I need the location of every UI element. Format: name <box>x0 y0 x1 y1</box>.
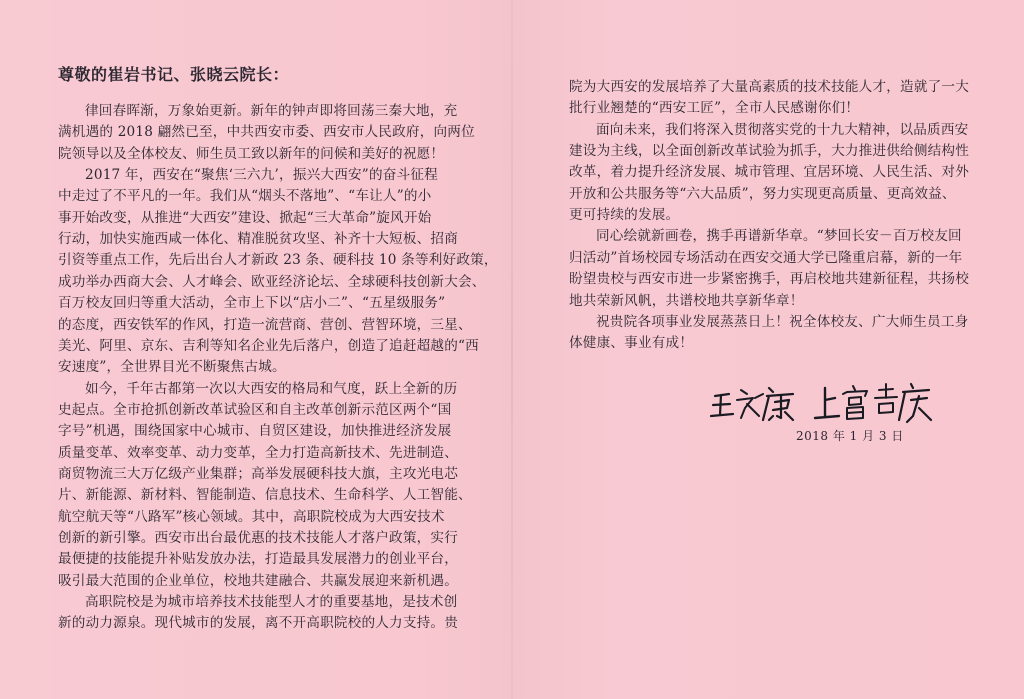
body-line: 的态度，西安铁军的作风，打造一流营商、营创、营智环境，三星、 <box>58 316 472 333</box>
body-line: 行动，加快实施西咸一体化、精准脱贫攻坚、补齐十大短板、招商 <box>58 231 459 248</box>
body-line: 律回春晖渐，万象始更新。新年的钟声即将回荡三秦大地，充 <box>85 103 458 119</box>
body-line: 体健康、事业有成！ <box>569 335 694 352</box>
body-line: 百万校友回归等重大活动，全市上下以“店小二”、“五星级服务” <box>58 295 446 312</box>
body-line: 字号”机遇，围绕国家中心城市、自贸区建设，加快推进经济发展 <box>58 423 452 440</box>
body-line: 批行业翘楚的“西安工匠”，全市人民感谢你们！ <box>569 100 860 117</box>
body-line: 归活动”首场校园专场活动在西安交通大学已隆重启幕，新的一年 <box>569 249 963 266</box>
body-line: 如今，千年古都第一次以大西安的格局和气度，跃上全新的历 <box>85 380 458 397</box>
left-column <box>58 0 498 699</box>
right-column <box>569 0 970 699</box>
page-fold <box>511 0 513 699</box>
body-line: 史起点。全市抢抓创新改革试验区和自主改革创新示范区两个“国 <box>58 401 452 418</box>
body-line: 更可持续的发展。 <box>569 207 680 224</box>
handwritten-signature <box>697 378 937 428</box>
body-line: 满机遇的 2018 翩然已至，中共西安市委、西安市人民政府，向两位 <box>58 124 475 141</box>
body-line: 改革，着力提升经济发展、城市管理、宜居环境、人民生活、对外 <box>569 164 970 181</box>
body-line: 同心绘就新画卷，携手再谱新华章。“梦回长安－百万校友回 <box>596 228 962 245</box>
body-line: 面向未来，我们将深入贯彻落实党的十九大精神，以品质西安 <box>596 121 969 138</box>
body-line: 建设为主线，以全面创新改革试验为抓手，大力推进供给侧结构性 <box>569 143 970 160</box>
body-line: 盼望贵校与西安市进一步紧密携手，再启校地共建新征程，共扬校 <box>569 271 970 288</box>
body-line: 片、新能源、新材料、智能制造、信息技术、生命科学、人工智能、 <box>58 487 472 504</box>
body-line: 创新的新引擎。西安市出台最优惠的技术技能人才落户政策，实行 <box>58 530 459 546</box>
body-line: 高职院校是为城市培养技术技能型人才的重要基地，是技术创 <box>85 594 458 611</box>
body-line: 地共荣新风帆，共谱校地共享新华章！ <box>569 292 804 309</box>
body-line: 院为大西安的发展培养了大量高素质的技术技能人才，造就了一大 <box>569 79 970 95</box>
body-line: 航空航天等“八路军”核心领域。其中，高职院校成为大西安技术 <box>58 508 445 525</box>
body-line: 最便捷的技能提升补贴发放办法，打造最具发展潜力的创业平台， <box>58 551 459 568</box>
letter-greeting: 尊敬的崔岩书记、张晓云院长： <box>58 65 290 84</box>
body-line: 事开始改变，从推进“大西安”建设、掀起“三大革命”旋风开始 <box>58 209 432 226</box>
body-line: 吸引最大范围的企业单位，校地共建融合、共赢发展迎来新机遇。 <box>58 572 459 589</box>
body-line: 开放和公共服务等“六大品质”，努力实现更高质量、更高效益、 <box>569 185 956 202</box>
body-line: 质量变革、效率变革、动力变革，全力打造高新技术、先进制造、 <box>58 444 459 461</box>
body-line: 成功举办西商大会、人才峰会、欧亚经济论坛、全球硬科技创新大会、 <box>58 273 486 290</box>
letter-date: 2018 年 1 月 3 日 <box>796 429 904 443</box>
body-line: 2017 年，西安在“聚焦‘三六九’，振兴大西安”的奋斗征程 <box>85 167 438 184</box>
body-line: 新的动力源泉。现代城市的发展，离不开高职院校的人力支持。贵 <box>58 615 459 632</box>
body-line: 祝贵院各项事业发展蒸蒸日上！祝全体校友、广大师生员工身 <box>596 313 969 330</box>
body-line: 院领导以及全体校友、师生员工致以新年的问候和美好的祝愿！ <box>58 145 445 162</box>
body-line: 引资等重点工作，先后出台人才新政 23 条、硬科技 10 条等利好政策， <box>58 252 498 269</box>
body-line: 商贸物流三大万亿级产业集群；高举发展硬科技大旗，主攻光电芯 <box>58 465 459 482</box>
body-line: 中走过了不平凡的一年。我们从“烟头不落地”、“车让人”的小 <box>58 188 432 205</box>
body-line: 安速度”，全世界目光不断聚焦古城。 <box>58 359 286 376</box>
body-line: 美光、阿里、京东、吉利等知名企业先后落户，创造了追赶超越的“西 <box>58 337 479 354</box>
